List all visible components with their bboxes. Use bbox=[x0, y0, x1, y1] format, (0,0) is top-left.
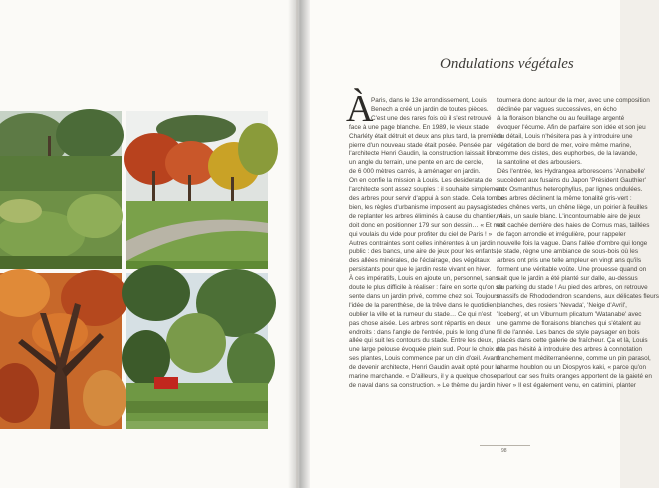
text-line: pierre d'un nouveau stade était posée. Pensée par bbox=[349, 141, 492, 149]
text-line: Dès l'entrée, les Hydrangea arborescens 'Annabelle' bbox=[497, 168, 646, 176]
drop-cap: À bbox=[346, 88, 374, 130]
text-line: l'idée de la parenthèse, de la trêve dans le quotidien, bbox=[349, 301, 499, 309]
text-line: comme des cistes, des euphorbes, de la lavande, bbox=[497, 150, 638, 158]
text-line: massifs de Rhododendron scandens, aux délicates fleurs bbox=[497, 292, 659, 300]
text-line: public : des bancs, une aire de jeux pour les enfants, bbox=[349, 248, 499, 256]
text-line: des arbres pour servir d'appui à son stade. Cela tombe bbox=[349, 194, 505, 202]
text-line: face à une page blanche. En 1989, le vieux stade bbox=[349, 123, 489, 131]
text-line: de devenir architecte, Henri Gaudin avait opté pour la bbox=[349, 364, 501, 372]
text-line: Autres contraintes sont celles inhérentes à un jardin bbox=[349, 239, 496, 247]
photo-autumn-trees-path bbox=[126, 111, 268, 269]
text-line: endroits : dans l'angle de l'entrée, puis le long d'une bbox=[349, 328, 496, 336]
text-line: À ces impératifs, Louis en ajoute un, personnel, sans bbox=[349, 275, 499, 283]
text-line: arbres ont pris une telle ampleur en vingt ans qu'ils bbox=[497, 257, 642, 265]
text-line: qui voulais du vide pour profiter du ciel de Paris ! » bbox=[349, 230, 493, 238]
text-line: charme houblon ou un Diospyros kaki, « parce qu'on bbox=[497, 364, 647, 372]
text-line: la santoline et des arbousiers. bbox=[497, 159, 582, 167]
text-line: forment une véritable voûte. Une prouesse quand on bbox=[497, 266, 647, 274]
text-line: pas chose aisée. Les arbres sont répartis en deux bbox=[349, 319, 491, 327]
text-line: persistants pour que le jardin reste vivant en hiver. bbox=[349, 266, 492, 274]
text-line: doute le plus difficile à réaliser : faire en sorte qu'on se bbox=[349, 284, 503, 292]
text-line: 'Iceberg', et un Viburnum plicatum 'Watanabe' avec bbox=[497, 310, 642, 318]
page-number: 98 bbox=[501, 448, 507, 454]
text-line: à la floraison blanche ou au feuillage argenté bbox=[497, 114, 625, 122]
text-line: oublier la ville et la rumeur du stade… Ce qui n'est bbox=[349, 310, 492, 318]
text-line: Charléty était détruit et deux ans plus tard, la première bbox=[349, 132, 503, 140]
text-line: n'a pas hésité à introduire des arbres à connotation bbox=[497, 346, 643, 354]
text-line: du parking du stade ! Au pied des arbres, on retrouve bbox=[497, 284, 648, 292]
text-line: du détail, Louis n'hésitera pas à y introduire une bbox=[497, 132, 633, 140]
chapter-title: Ondulations végétales bbox=[440, 56, 574, 72]
photo-garden-bench bbox=[126, 273, 268, 429]
text-line: aux Osmanthus heterophyllus, par lignes ondulées. bbox=[497, 186, 643, 194]
text-line: succèdent aux fusains du Japon 'Président Gauthier' bbox=[497, 177, 646, 185]
photo-autumn-branches bbox=[0, 273, 122, 429]
text-line: déclinée par vagues successives, en écho bbox=[497, 105, 617, 113]
text-line: franchement méditerranéenne, comme un pin parasol, bbox=[497, 355, 651, 363]
text-line: des chênes verts, un chêne liège, un poirier à feuilles bbox=[497, 203, 648, 211]
text-line: Les arbres déclinent la même tonalité gris-vert : bbox=[497, 194, 632, 202]
text-line: hiver » Il est également venu, en catimini, planter bbox=[497, 382, 636, 389]
text-line: végétation de bord de mer, voire même marine, bbox=[497, 141, 632, 149]
text-line: marine marchande. « D'ailleurs, il y a quelque chose bbox=[349, 373, 498, 381]
text-line: une large pelouse évoquée plein sud. Pour le choix de bbox=[349, 346, 503, 354]
text-line: blanches, des rosiers 'Nevada', 'Neige d'Avril', bbox=[497, 301, 627, 309]
text-line: C'est une des rares fois où il s'est retrouvé bbox=[371, 114, 492, 122]
book-gutter bbox=[288, 0, 310, 488]
text-line: fil de l'année. Les bancs de style paysager en bois bbox=[497, 328, 640, 336]
text-line: parlout car ses fruits oranges apportent de la gaieté en bbox=[497, 373, 652, 381]
text-line: sait que le jardin a été planté sur dalle, au-dessus bbox=[497, 275, 638, 283]
text-line: allée qui suit les contours du stade. Entre les deux, bbox=[349, 337, 494, 345]
text-line: de 6 000 mètres carrés, à aménager en jardin. bbox=[349, 168, 481, 176]
text-line: nouvelle fois la vague. Dans l'allée d'ombre qui longe bbox=[497, 239, 648, 247]
text-line: sente dans un jardin privé, comme chez soi. Toujours bbox=[349, 292, 500, 300]
text-line: l'architecte sont assez souples : il souhaite simplement bbox=[349, 186, 505, 194]
text-line: On en confie la mission à Louis. Les desiderata de bbox=[349, 177, 493, 185]
text-line: de naval dans sa construction. » Le thème du jardin bbox=[349, 382, 496, 389]
text-line: Benech a créé un jardin de toutes pièces. bbox=[371, 105, 489, 113]
text-line: placés dans cette galerie de fraîcheur. Ça et là, Louis bbox=[497, 337, 648, 345]
text-line: l'architecte Henri Gaudin, la construction laissait libre bbox=[349, 150, 499, 158]
photo-topiary-garden bbox=[0, 111, 122, 269]
text-line: mais, un saule blanc. L'incontournable aire de jeux bbox=[497, 212, 641, 220]
text-line: tournera donc autour de la mer, avec une composition bbox=[497, 97, 650, 104]
text-line: ses plantes, Louis commence par un clin d'œil. Avant bbox=[349, 355, 500, 363]
text-line: de replanter les arbres éliminés à cause du chantier, 4 bbox=[349, 212, 503, 220]
left-page bbox=[0, 0, 296, 488]
text-line: Paris, dans le 13e arrondissement, Louis bbox=[371, 97, 487, 104]
text-line: est cachée derrière des haies de Cornus mas, taillées bbox=[497, 221, 650, 229]
text-line: de façon arrondie et irrégulière, pour rappeler bbox=[497, 230, 626, 238]
text-column-1 bbox=[349, 97, 505, 391]
text-line: évoquer l'écume. Afin de parfaire son idée et son jeu bbox=[497, 123, 646, 131]
text-line: le stade, règne une ambiance de sous-bois où les bbox=[497, 248, 639, 256]
text-line: bien, les règles d'urbanisme imposent au paysagiste bbox=[349, 203, 498, 211]
text-line: une gamme de floraisons blanches qui s'étalent au bbox=[497, 319, 641, 327]
text-line: doit donc en positionner 179 sur son dessin… « Et moi bbox=[349, 221, 504, 229]
text-line: des allées minérales, de l'éclairage, des végétaux bbox=[349, 257, 490, 265]
text-line: un angle du terrain, une pente en arc de cercle, bbox=[349, 159, 484, 167]
folio-rule bbox=[480, 445, 530, 446]
text-column-2 bbox=[497, 97, 659, 391]
